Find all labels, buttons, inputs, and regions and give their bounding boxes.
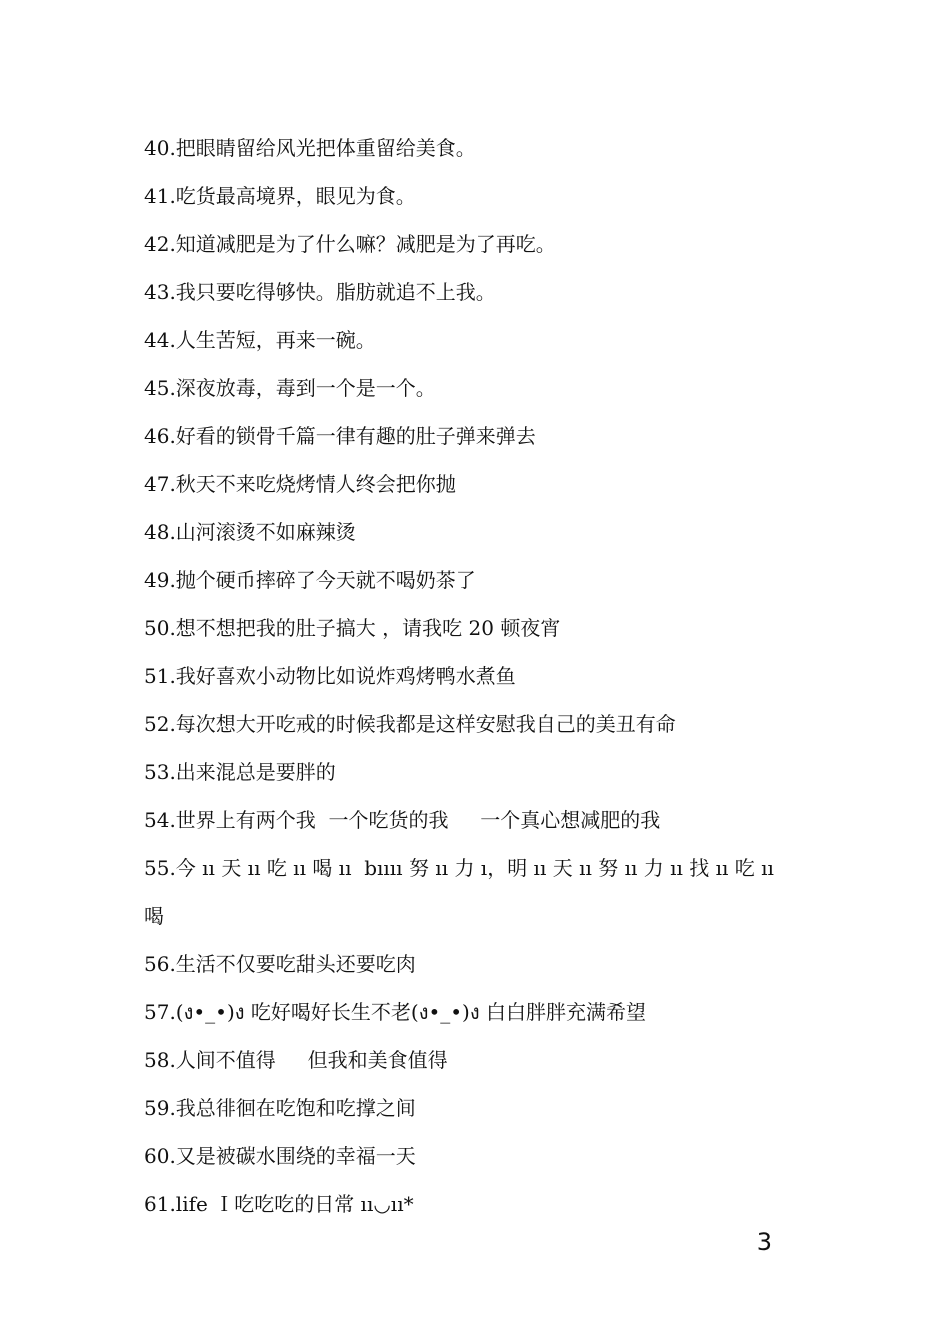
text-line: 51.我好喜欢小动物比如说炸鸡烤鸭水煮鱼 xyxy=(144,664,516,688)
text-line: 44.人生苦短，再来一碗。 xyxy=(144,328,376,352)
text-line: 60.又是被碳水围绕的幸福一天 xyxy=(144,1144,416,1168)
text-line: 45.深夜放毒，毒到一个是一个。 xyxy=(144,376,436,400)
text-line: 49.抛个硬币摔碎了今天就不喝奶茶了 xyxy=(144,568,476,592)
page-number: 3 xyxy=(756,1228,772,1256)
text-line: 43.我只要吃得够快。脂肪就追不上我。 xyxy=(144,280,496,304)
text-line: 53.出来混总是要胖的 xyxy=(144,760,336,784)
text-line: 58.人间不值得 但我和美食值得 xyxy=(144,1048,448,1072)
text-lines xyxy=(144,124,794,1228)
text-line-continuation: 喝 xyxy=(144,904,164,928)
text-line: 54.世界上有两个我 一个吃货的我 一个真心想减肥的我 xyxy=(144,808,661,832)
text-line: 42.知道减肥是为了什么嘛？减肥是为了再吃。 xyxy=(144,232,556,256)
text-line: 41.吃货最高境界，眼见为食。 xyxy=(144,184,416,208)
text-line: 52.每次想大开吃戒的时候我都是这样安慰我自己的美丑有命 xyxy=(144,712,676,736)
text-line: 59.我总徘徊在吃饱和吃撑之间 xyxy=(144,1096,416,1120)
text-line: 57.(ง•_•)ง 吃好喝好长生不老(ง•_•)ง 白白胖胖充满希望 xyxy=(144,1000,646,1024)
text-line: 50.想不想把我的肚子搞大 ，请我吃 20 顿夜宵 xyxy=(144,616,561,640)
text-line: 47.秋天不来吃烧烤情人终会把你抛 xyxy=(144,472,456,496)
text-line: 48.山河滚烫不如麻辣烫 xyxy=(144,520,356,544)
text-line: 61.life Ｉ吃吃吃的日常 ıı◡ıı* xyxy=(144,1192,414,1216)
text-line: 56.生活不仅要吃甜头还要吃肉 xyxy=(144,952,416,976)
text-line: 55.今 ıı 天 ıı 吃 ıı 喝 ıı bıııı 努 ıı 力 ı，明 ıı 天 ıı 努 ıı 力 ıı 找 ıı 吃 ıı xyxy=(144,856,774,880)
text-line: 40.把眼睛留给风光把体重留给美食。 xyxy=(144,136,476,160)
text-line: 46.好看的锁骨千篇一律有趣的肚子弹来弹去 xyxy=(144,424,536,448)
